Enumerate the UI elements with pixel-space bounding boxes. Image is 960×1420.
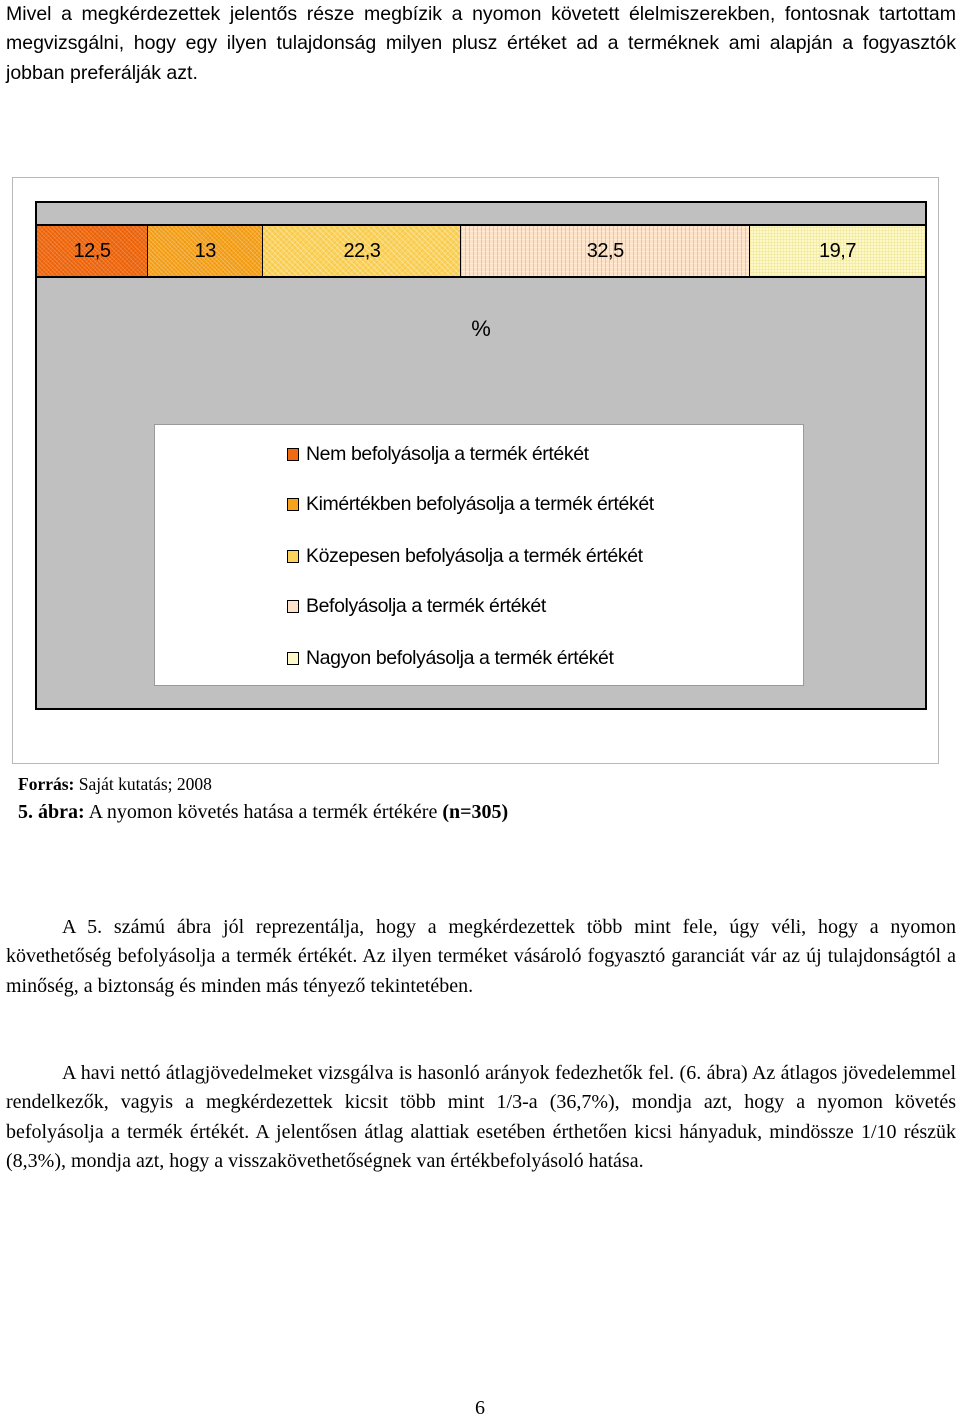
caption-sample-size: (n=305): [442, 801, 509, 823]
caption-text: A nyomon követés hatása a termék értékére: [84, 801, 443, 823]
page-number: 6: [475, 1397, 485, 1419]
axis-unit-label: %: [471, 316, 491, 341]
bar-segment-5: [750, 226, 925, 276]
legend-item-1: [287, 441, 589, 467]
chart-frame: [12, 177, 939, 764]
caption-number: 5. ábra:: [18, 801, 85, 823]
legend-label-2: Kimértékben befolyásolja a termék értékét: [306, 492, 654, 515]
legend-item-5: [287, 645, 614, 671]
legend-label-3: Közepesen befolyásolja a termék értékét: [306, 544, 643, 567]
legend-swatch-4: [287, 600, 299, 613]
legend-item-4: [287, 593, 546, 619]
intro-paragraph: Mivel a megkérdezettek jelentős része megbízik a nyomon követett élelmiszerekben, fontosnak tartottam megvizsgálni, hogy egy ilyen tulajdonság milyen plusz értéket ad a terméknek ami alapján a fogyasztók jobban preferálják azt.: [6, 3, 956, 84]
figure-caption: [18, 801, 508, 824]
body-paragraph-1: A 5. számú ábra jól reprezentálja, hogy a megkérdezettek több mint fele, úgy véli, hogy a nyomon követhetőség befolyásolja a termék értékét. Az ilyen terméket vásároló fogyasztó garanciát vár az új tulajdonságtól a minőség, a biztonság és minden más tényező tekintetében.: [6, 916, 956, 997]
data-label-2: 13: [194, 239, 216, 262]
legend-swatch-5: [287, 652, 299, 665]
plot-area: [35, 201, 927, 710]
legend-label-1: Nem befolyásolja a termék értékét: [306, 442, 589, 465]
legend-item-3: [287, 543, 643, 569]
source-label: Forrás:: [18, 774, 75, 794]
bar-segment-3: [263, 226, 461, 276]
bar-segment-2: [148, 226, 263, 276]
legend-item-2: [287, 491, 654, 517]
data-label-3: 22,3: [343, 239, 381, 262]
legend-swatch-2: [287, 498, 299, 511]
legend-swatch-1: [287, 448, 299, 461]
body-paragraph-2: A havi nettó átlagjövedelmeket vizsgálva is hasonló arányok fedezhetők fel. (6. ábra) Az átlagos jövedelemmel rendelkezők, vagyis a megkérdezettek kicsit több mint 1/3-a (36,7%), mondja azt, hogy a nyomon követés befolyásolja a termék értékét. A jelentősen átlag alattiak esetében érthetően kicsi hányaduk, mindössze 1/10 részük (8,3%), mondja azt, hogy a visszakövethetőségnek van értékbefolyásoló hatása.: [6, 1062, 956, 1172]
legend-label-5: Nagyon befolyásolja a termék értékét: [306, 646, 614, 669]
figure-source: [18, 774, 212, 795]
legend-swatch-3: [287, 550, 299, 563]
source-text: Saját kutatás; 2008: [74, 774, 212, 794]
chart-legend: [154, 424, 804, 686]
bar-segment-1: [37, 226, 148, 276]
data-label-4: 32,5: [586, 239, 624, 262]
data-label-5: 19,7: [819, 239, 856, 262]
stacked-bar: [37, 224, 925, 278]
data-label-1: 12,5: [73, 239, 111, 262]
legend-label-4: Befolyásolja a termék értékét: [306, 594, 546, 617]
bar-segment-4: [461, 226, 750, 276]
